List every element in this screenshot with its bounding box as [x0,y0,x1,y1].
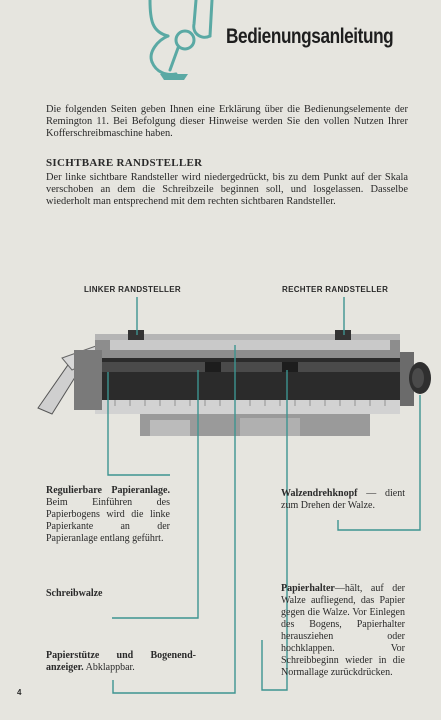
text-walzendrehknopf: — dient zum Drehen der Walze. [281,488,405,511]
page-number: 4 [17,688,22,697]
page-title: Bedienungsanleitung [226,25,394,48]
term-papieranlage: Regulierbare Papieranlage. [46,485,170,496]
label-left-margin-stop: LINKER RANDSTELLER [84,285,181,294]
desc-papieranlage [46,485,170,545]
section-body: Der linke sichtbare Randsteller wird niedergedrückt, bis zu dem Punkt auf der Skala verschoben an dem die Schreibzeile beginnen soll, und losgelassen. Dasselbe wiederholt man entsprechend mit dem rechten sichtbaren Randsteller. [46,172,408,207]
desc-papierstuetze [46,650,196,674]
typewriter-logo-icon [140,0,225,90]
term-papierhalter: Papierhalter [281,583,335,594]
intro-paragraph: Die folgenden Seiten geben Ihnen eine Erklärung über die Bedienungselemente der Remington 11. Bei Befolgung dieser Hinweise werden Sie den vollen Nutzen Ihrer Kofferschreibmaschine haben. [46,104,408,139]
desc-papierhalter [281,583,405,679]
typewriter-illustration [0,300,441,460]
text-papieranlage: Beim Einführen des Papierbogens wird die linke Papierkante an der Papieranlage entlang geführt. [46,497,170,544]
text-papierhalter: —hält, auf der Walze aufliegend, das Papier gegen die Walze. Vor Einlegen des Bogens, Papierhalter herausziehen oder hochklappen. Vor Schreibbeginn wieder in die Normallage zurückdrücken. [281,583,405,678]
section-heading: SICHTBARE RANDSTELLER [46,157,203,169]
desc-walzendrehknopf [281,488,405,512]
label-right-margin-stop: RECHTER RANDSTELLER [282,285,389,294]
term-walzendrehknopf: Walzendrehknopf [281,488,358,499]
term-schreibwalze: Schreibwalze [46,588,103,599]
text-papierstuetze: Abklappbar. [85,662,135,673]
term-papierstuetze: Papierstütze und Bogenend-anzeiger. [46,650,196,673]
desc-schreibwalze [46,588,166,600]
